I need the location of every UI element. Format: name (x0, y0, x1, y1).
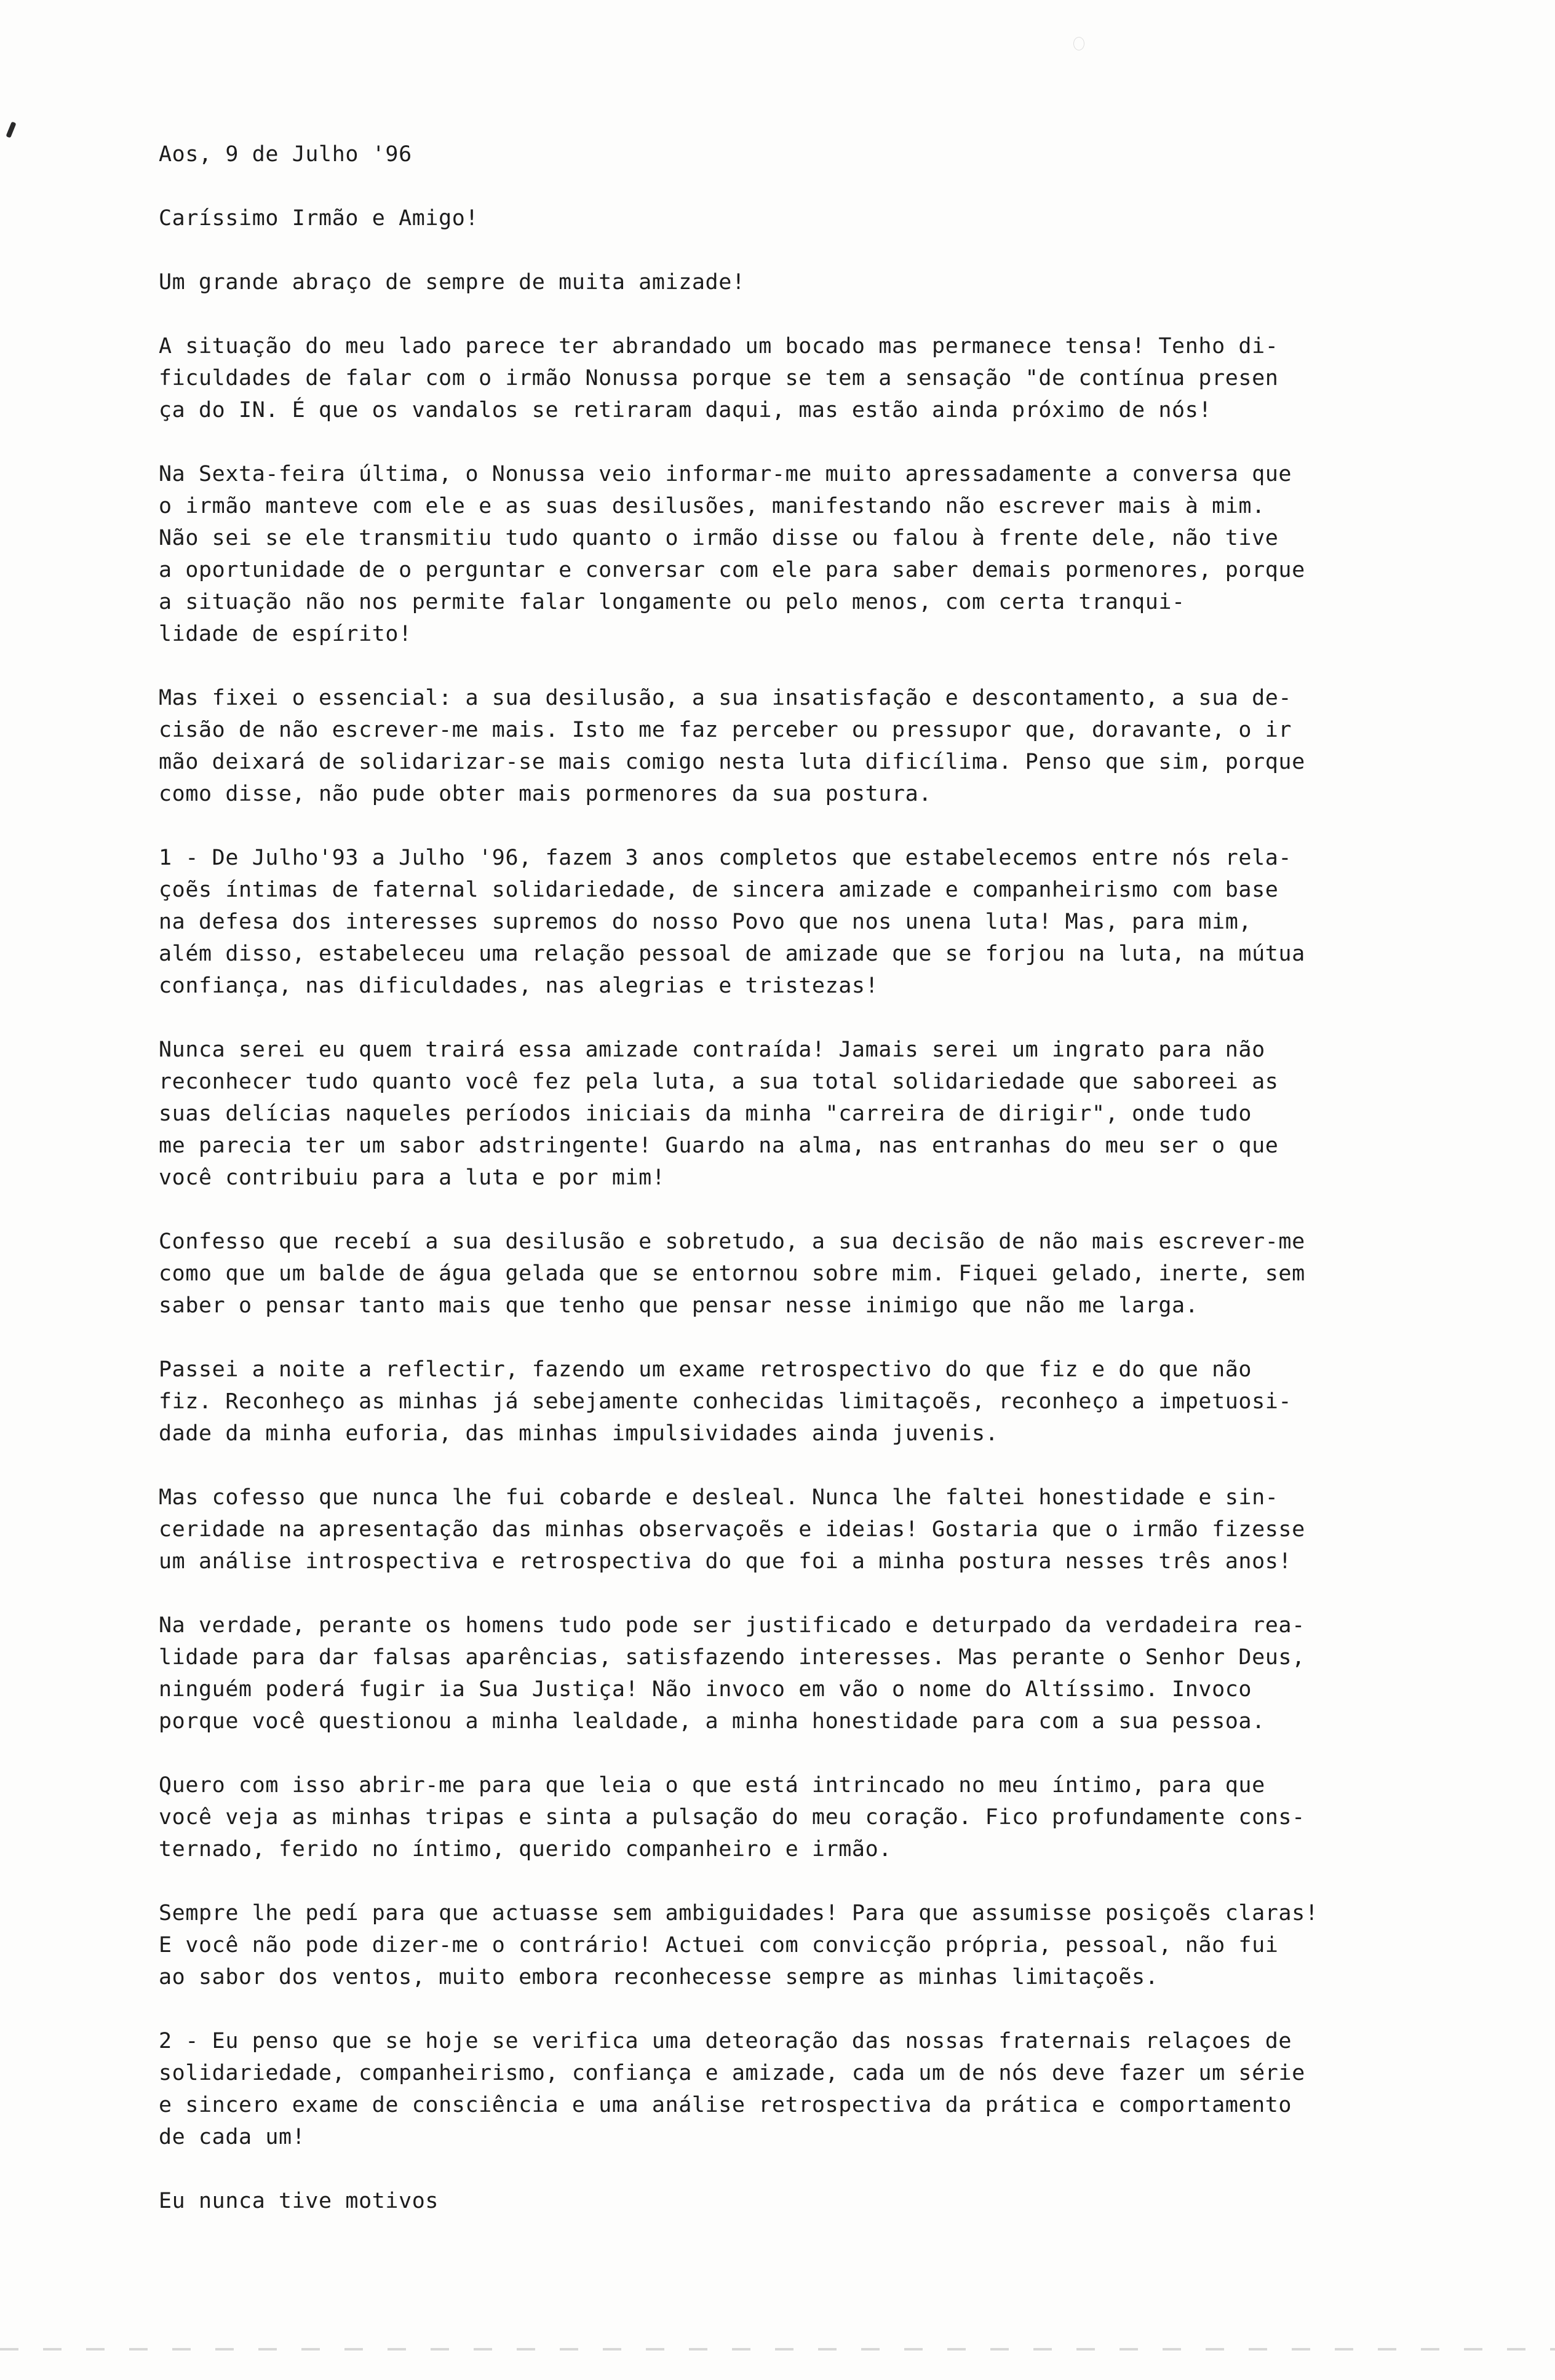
paragraph-point-2: 2 - Eu penso que se hoje se verifica uma deteoração das nossas fraternais relaçoes de solidariedade, companheirismo, confiança e amizade, cada um de nós deve fazer um série e sincero exame de consciência e uma análise retrospectiva da prática e comportamento de cada um! (159, 2029, 1305, 2149)
paragraph-closing-fragment: Eu nunca tive motivos (159, 2189, 439, 2213)
paragraph-truth: Na verdade, perante os homens tudo pode ser justificado e deturpado da verdadeira rea- lidade para dar falsas aparências, satisfazendo interesses. Mas perante o Senhor Deus, ninguém poderá fugir ia Sua Justiça! Não invoco em vão o nome do Altíssimo. Invoco porque você questionou a minha lealdade, a minha honestidade para com a sua pessoa. (159, 1613, 1305, 1734)
dateline: Aos, 9 de Julho '96 (159, 142, 412, 167)
paragraph-situation: A situação do meu lado parece ter abrandado um bocado mas permanece tensa! Tenho di- ficuldades de falar com o irmão Nonussa porque se tem a sensação "de contínua presen ça do IN. É que os vandalos se retiraram daqui, mas estão ainda próximo de nós! (159, 334, 1279, 422)
paragraph-friendship: Nunca serei eu quem trairá essa amizade contraída! Jamais serei um ingrato para não reconhecer tudo quanto você fez pela luta, a sua total solidariedade que saboreei as suas delícias naqueles períodos iniciais da minha "carreira de dirigir", onde tudo me parecia ter um sabor adstringente! Guardo na alma, nas entranhas do meu ser o que você contribuiu para a luta e por mim! (159, 1037, 1279, 1190)
paragraph-greeting: Um grande abraço de sempre de muita amizade! (159, 270, 746, 295)
paragraph-confession: Confesso que recebí a sua desilusão e sobretudo, a sua decisão de não mais escrever-me como que um balde de água gelada que se entornou sobre mim. Fiquei gelado, inerte, sem saber o pensar tanto mais que tenho que pensar nesse inimigo que não me larga. (159, 1229, 1305, 1318)
salutation: Caríssimo Irmão e Amigo! (159, 206, 479, 231)
scan-artifact-mark (1073, 37, 1084, 50)
paragraph-disillusion: Mas fixei o essencial: a sua desilusão, a sua insatisfação e descontamento, a sua de- cisão de não escrever-me mais. Isto me faz perceber ou pressupor que, doravante, o ir mão deixará de solidarizar-se mais comigo nesta luta dificílima. Penso que sim, porque como disse, não pude obter mais pormenores da sua postura. (159, 686, 1305, 806)
margin-pen-mark (6, 121, 16, 138)
scan-edge-artifact (0, 2348, 1555, 2350)
paragraph-openness: Quero com isso abrir-me para que leia o que está intrincado no meu íntimo, para que você veja as minhas tripas e sinta a pulsação do meu coração. Fico profundamente cons- ternado, ferido no íntimo, querido companheiro e irmão. (159, 1773, 1305, 1862)
paragraph-reflection: Passei a noite a reflectir, fazendo um exame retrospectivo do que fiz e do que não fiz. Reconheço as minhas já sebejamente conhecidas limitaçoẽs, reconheço a impetuosi- dade da minha euforia, das minhas impulsividades ainda juvenis. (159, 1357, 1292, 1446)
paragraph-clarity: Sempre lhe pedí para que actuasse sem ambiguidades! Para que assumisse posiçoẽs claras! E você não pode dizer-me o contrário! Actuei com convicção própria, pessoal, não fui ao sabor dos ventos, muito embora reconhecesse sempre as minhas limitaçoẽs. (159, 1901, 1319, 1989)
paragraph-point-1: 1 - De Julho'93 a Julho '96, fazem 3 anos completos que estabelecemos entre nós rela- çoẽs íntimas de faternal solidariedade, de sincera amizade e companheirismo com base na defesa dos interesses supremos do nosso Povo que nos unena luta! Mas, para mim, além disso, estabeleceu uma relação pessoal de amizade que se forjou na luta, na mútua confiança, nas dificuldades, nas alegrias e tristezas! (159, 846, 1305, 998)
paragraph-friday-news: Na Sexta-feira última, o Nonussa veio informar-me muito apressadamente a conversa que o irmão manteve com ele e as suas desilusões, manifestando não escrever mais à mim. Não sei se ele transmitiu tudo quanto o irmão disse ou falou à frente dele, não tive a oportunidade de o perguntar e conversar com ele para saber demais pormenores, porque a situação não nos permite falar longamente ou pelo menos, com certa tranqui- lidade de espírito! (159, 462, 1305, 646)
paragraph-loyalty: Mas cofesso que nunca lhe fui cobarde e desleal. Nunca lhe faltei honestidade e sin- ceridade na apresentação das minhas observaçoẽs e ideias! Gostaria que o irmão fizesse um análise introspectiva e retrospectiva do que foi a minha postura nesses três anos! (159, 1485, 1305, 1574)
letter-body (159, 138, 1524, 2249)
